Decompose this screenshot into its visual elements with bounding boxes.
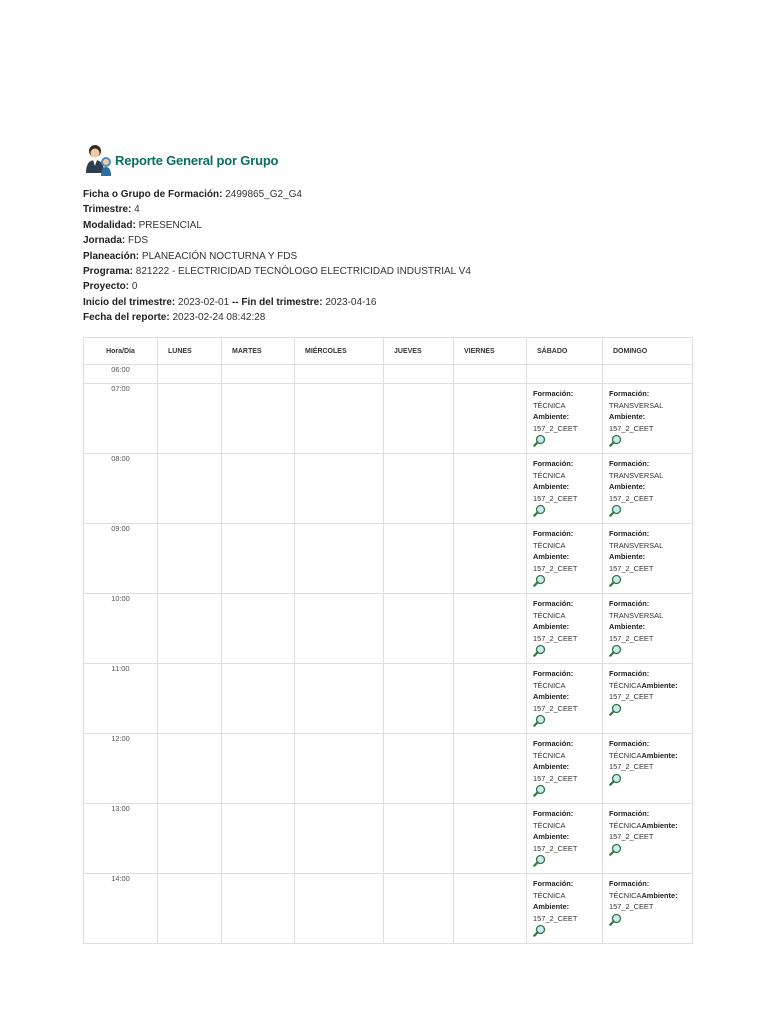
col-header-miercoles: MIÉRCOLES: [295, 338, 384, 365]
magnifier-icon[interactable]: [533, 714, 546, 727]
info-row-planeacion: Planeación: PLANEACIÓN NOCTURNA Y FDS: [83, 250, 298, 262]
sabado-cell: [527, 365, 603, 384]
col-header-sabado: SÁBADO: [527, 338, 603, 365]
empty-cell: [454, 804, 527, 874]
hour-cell: 12:00: [84, 734, 158, 804]
table-row: [84, 664, 693, 734]
empty-cell: [454, 454, 527, 524]
empty-cell: [454, 524, 527, 594]
empty-cell: [384, 874, 454, 944]
col-header-martes: MARTES: [222, 338, 295, 365]
magnifier-icon[interactable]: [609, 504, 622, 517]
empty-cell: [295, 384, 384, 454]
domingo-cell: [603, 524, 693, 594]
empty-cell: [454, 734, 527, 804]
info-row-fecha-reporte: Fecha del reporte: 2023-02-24 08:42:28: [83, 312, 266, 324]
session-info: Formación: TÉCNICA Ambiente: 157_2_CEET: [527, 384, 602, 447]
sabado-cell: [527, 454, 603, 524]
magnifier-icon[interactable]: [609, 703, 622, 716]
domingo-cell: [603, 734, 693, 804]
magnifier-icon[interactable]: [609, 434, 622, 447]
hour-cell: 06:00: [84, 365, 158, 384]
session-info: Formación: TRANSVERSAL Ambiente: 157_2_CEET: [603, 454, 692, 517]
hour-cell: 13:00: [84, 804, 158, 874]
table-row: [84, 734, 693, 804]
info-row-ficha: Ficha o Grupo de Formación: 2499865_G2_G4: [83, 189, 302, 200]
table-row: [84, 874, 693, 944]
magnifier-icon[interactable]: [609, 913, 622, 926]
table-row: [84, 594, 693, 664]
table-header-row: [84, 338, 693, 365]
empty-cell: [158, 804, 222, 874]
sabado-cell: [527, 524, 603, 594]
table-row: [84, 524, 693, 594]
empty-cell: [295, 454, 384, 524]
empty-cell: [454, 384, 527, 454]
sabado-cell: [527, 874, 603, 944]
empty-cell: [158, 454, 222, 524]
empty-cell: [454, 874, 527, 944]
domingo-cell: [603, 664, 693, 734]
empty-cell: [222, 384, 295, 454]
magnifier-icon[interactable]: [609, 574, 622, 587]
empty-cell: [158, 524, 222, 594]
empty-cell: [384, 524, 454, 594]
empty-cell: [222, 804, 295, 874]
session-info: Formación: TÉCNICA Ambiente: 157_2_CEET: [527, 874, 602, 937]
empty-cell: [222, 365, 295, 384]
empty-cell: [384, 734, 454, 804]
table-row: [84, 384, 693, 454]
session-info: Formación: TÉCNICAAmbiente: 157_2_CEET: [603, 874, 692, 926]
empty-cell: [384, 594, 454, 664]
empty-cell: [384, 804, 454, 874]
col-header-hora: Hora/Día: [84, 338, 158, 365]
magnifier-icon[interactable]: [533, 924, 546, 937]
empty-cell: [222, 874, 295, 944]
domingo-cell: [603, 365, 693, 384]
empty-cell: [222, 524, 295, 594]
hour-cell: 07:00: [84, 384, 158, 454]
empty-cell: [158, 664, 222, 734]
magnifier-icon[interactable]: [533, 574, 546, 587]
magnifier-icon[interactable]: [533, 854, 546, 867]
domingo-cell: [603, 384, 693, 454]
magnifier-icon[interactable]: [533, 434, 546, 447]
empty-cell: [384, 365, 454, 384]
magnifier-icon[interactable]: [533, 644, 546, 657]
domingo-cell: [603, 874, 693, 944]
empty-cell: [158, 594, 222, 664]
session-info: Formación: TÉCNICAAmbiente: 157_2_CEET: [603, 664, 692, 716]
sabado-cell: [527, 594, 603, 664]
hour-cell: 09:00: [84, 524, 158, 594]
empty-cell: [222, 594, 295, 664]
empty-cell: [158, 874, 222, 944]
page-title: Reporte General por Grupo: [115, 152, 279, 168]
info-row-jornada: Jornada: FDS: [83, 235, 149, 247]
sabado-cell: [527, 734, 603, 804]
domingo-cell: [603, 594, 693, 664]
magnifier-icon[interactable]: [609, 773, 622, 786]
session-info: Formación: TRANSVERSAL Ambiente: 157_2_CEET: [603, 594, 692, 657]
empty-cell: [384, 384, 454, 454]
sabado-cell: [527, 804, 603, 874]
empty-cell: [454, 594, 527, 664]
col-header-jueves: JUEVES: [384, 338, 454, 365]
empty-cell: [295, 594, 384, 664]
info-row-trimestre-dates: Inicio del trimestre: 2023-02-01 -- Fin del trimestre: 2023-04-16: [83, 296, 377, 308]
empty-cell: [222, 664, 295, 734]
info-row-programa: Programa: 821222 - ELECTRICIDAD TECNÓLOGO ELECTRICIDAD INDUSTRIAL V4: [83, 266, 471, 278]
info-row-modalidad: Modalidad: PRESENCIAL: [83, 219, 202, 231]
session-info: Formación: TÉCNICAAmbiente: 157_2_CEET: [603, 804, 692, 856]
session-info: Formación: TÉCNICA Ambiente: 157_2_CEET: [527, 804, 602, 867]
empty-cell: [295, 804, 384, 874]
col-header-domingo: DOMINGO: [603, 338, 693, 365]
empty-cell: [384, 454, 454, 524]
empty-cell: [158, 734, 222, 804]
instructor-avatar-icon: [83, 143, 113, 177]
magnifier-icon[interactable]: [609, 644, 622, 657]
session-info: Formación: TÉCNICA Ambiente: 157_2_CEET: [527, 734, 602, 797]
col-header-lunes: LUNES: [158, 338, 222, 365]
empty-cell: [454, 664, 527, 734]
hour-cell: 10:00: [84, 594, 158, 664]
session-info: Formación: TÉCNICAAmbiente: 157_2_CEET: [603, 734, 692, 786]
col-header-viernes: VIERNES: [454, 338, 527, 365]
empty-cell: [222, 454, 295, 524]
empty-cell: [295, 365, 384, 384]
empty-cell: [222, 734, 295, 804]
empty-cell: [454, 365, 527, 384]
group-info: [83, 187, 471, 326]
domingo-cell: [603, 454, 693, 524]
table-row: [84, 804, 693, 874]
hour-cell: 11:00: [84, 664, 158, 734]
domingo-cell: [603, 804, 693, 874]
empty-cell: [158, 384, 222, 454]
info-row-trimestre: Trimestre: 4: [83, 204, 140, 216]
empty-cell: [295, 734, 384, 804]
session-info: Formación: TRANSVERSAL Ambiente: 157_2_CEET: [603, 524, 692, 587]
session-info: Formación: TÉCNICA Ambiente: 157_2_CEET: [527, 454, 602, 517]
session-info: Formación: TÉCNICA Ambiente: 157_2_CEET: [527, 524, 602, 587]
magnifier-icon[interactable]: [609, 843, 622, 856]
empty-cell: [158, 365, 222, 384]
table-row: [84, 365, 693, 384]
hour-cell: 14:00: [84, 874, 158, 944]
report-header: [83, 143, 278, 177]
empty-cell: [384, 664, 454, 734]
session-info: Formación: TÉCNICA Ambiente: 157_2_CEET: [527, 594, 602, 657]
magnifier-icon[interactable]: [533, 504, 546, 517]
schedule-table: [83, 337, 693, 944]
sabado-cell: [527, 664, 603, 734]
info-row-proyecto: Proyecto: 0: [83, 281, 138, 293]
magnifier-icon[interactable]: [533, 784, 546, 797]
session-info: Formación: TRANSVERSAL Ambiente: 157_2_CEET: [603, 384, 692, 447]
session-info: Formación: TÉCNICA Ambiente: 157_2_CEET: [527, 664, 602, 727]
table-row: [84, 454, 693, 524]
empty-cell: [295, 524, 384, 594]
sabado-cell: [527, 384, 603, 454]
empty-cell: [295, 874, 384, 944]
empty-cell: [295, 664, 384, 734]
hour-cell: 08:00: [84, 454, 158, 524]
